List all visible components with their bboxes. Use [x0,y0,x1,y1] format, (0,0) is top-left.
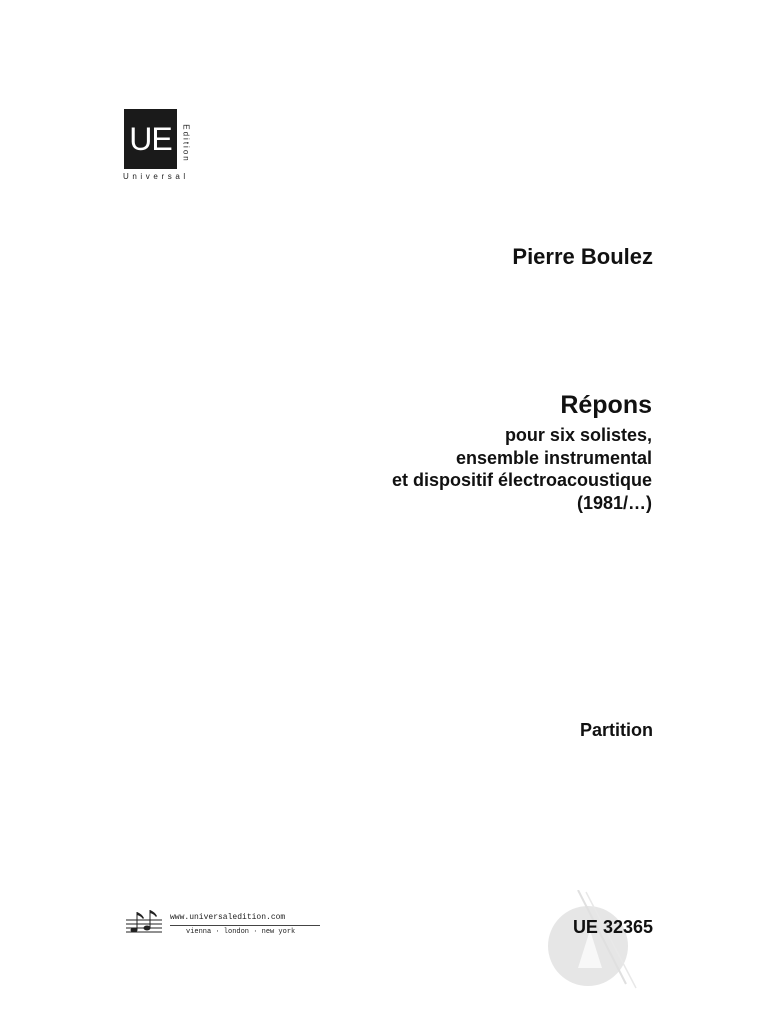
score-type-label: Partition [579,720,653,740]
catalog-number: UE 32365 [572,917,653,937]
work-title: Répons [560,391,652,419]
logo-universal-text: Universal [123,172,189,181]
subtitle-line: ensemble instrumental [455,447,652,468]
logo-edition-text: Edition [181,124,191,163]
music-notes-icon [124,908,164,940]
subtitle-line: pour six solistes, [504,425,652,445]
publisher-cities: vienna · london · new york [186,928,296,936]
footer-divider [170,925,320,926]
subtitle-line: (1981/…) [576,492,652,513]
work-subtitle [392,424,652,514]
universal-edition-logo [121,109,201,189]
watermark-seal-icon [538,890,638,990]
publisher-website: www.universaledition.com [170,913,286,922]
subtitle-line: et dispositif électroacoustique [391,470,652,490]
ue-logo-mark: UE [124,109,177,169]
publisher-footer [124,908,324,944]
composer-name: Pierre Boulez [512,244,653,269]
